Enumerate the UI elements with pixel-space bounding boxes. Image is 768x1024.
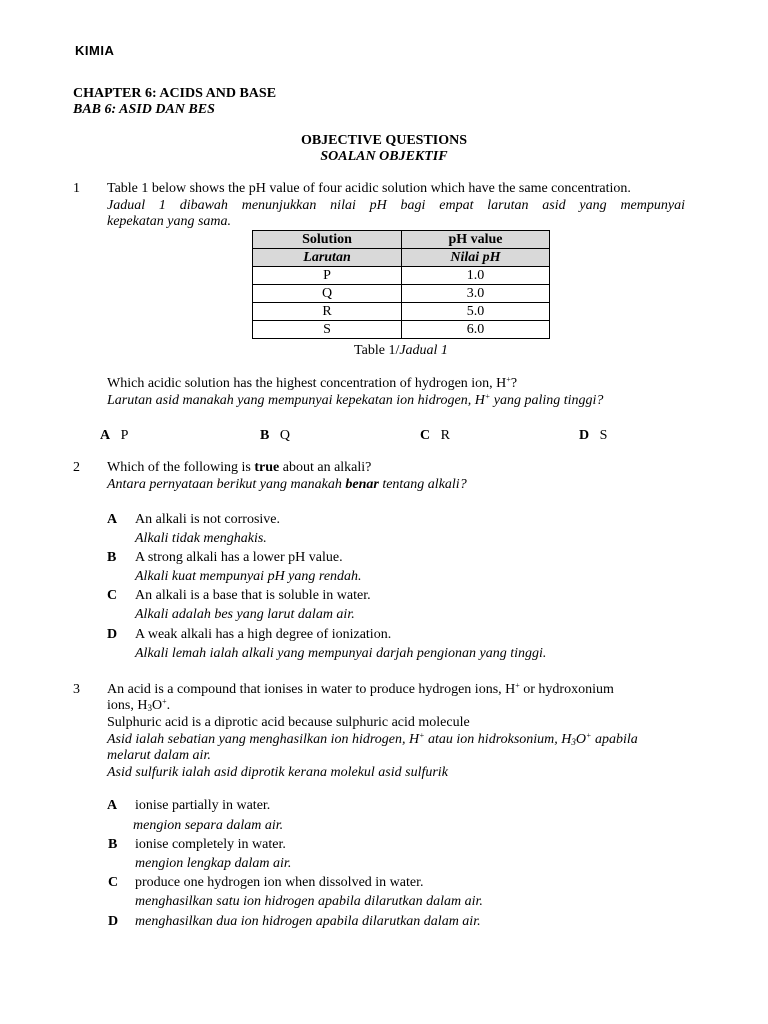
stem-part: apabila xyxy=(591,732,638,747)
option-text: R xyxy=(440,428,450,443)
question-text-ms xyxy=(107,392,603,409)
table-header-solution: Solution xyxy=(253,231,402,249)
superscript: + xyxy=(586,731,592,740)
option-letter: C xyxy=(108,875,119,890)
option-letter: D xyxy=(108,914,119,929)
stem-part: or hydroxonium xyxy=(519,682,614,697)
question-ms-part: Larutan asid manakah yang mempunyai kepekatan ion hidrogen, H xyxy=(107,393,485,408)
stem-part: tentang alkali? xyxy=(378,477,467,492)
option-text-ms: Alkali adalah bes yang larut dalam air. xyxy=(135,607,355,622)
question-stem-ms: Jadual 1 dibawah menunjukkan nilai pH bagi empat larutan asid yang mempunyai xyxy=(107,198,685,213)
question-number: 1 xyxy=(73,181,80,196)
table-cell: 6.0 xyxy=(402,321,550,339)
option-text: Q xyxy=(279,428,290,443)
caption-ms: Jadual 1 xyxy=(399,343,448,358)
option-d[interactable] xyxy=(579,427,607,444)
subject-header: KIMIA xyxy=(75,43,115,58)
option-letter: D xyxy=(579,428,590,443)
table-row xyxy=(253,303,550,321)
question-stem-line-ms: Asid sulfurik ialah asid diprotik kerana molekul asid sulfurik xyxy=(107,765,448,780)
option-letter: B xyxy=(107,550,117,565)
question-en-part: Which acidic solution has the highest concentration of hydrogen ion, H xyxy=(107,376,507,391)
option-text-en: An alkali is a base that is soluble in water. xyxy=(135,588,371,603)
question-en-part: ? xyxy=(510,376,518,391)
stem-part: Antara pernyataan berikut yang manakah xyxy=(107,477,346,492)
question-number: 2 xyxy=(73,460,80,475)
question-stem-ms xyxy=(107,476,467,493)
stem-emphasis: true xyxy=(254,460,280,475)
option-letter: A xyxy=(107,798,118,813)
table-cell: P xyxy=(253,267,402,285)
table-caption xyxy=(252,342,550,359)
superscript: + xyxy=(506,375,511,384)
stem-part: Which of the following is xyxy=(107,460,255,475)
table-row xyxy=(253,267,550,285)
option-text: S xyxy=(599,428,608,443)
question-stem-en: Table 1 below shows the pH value of four acidic solution which have the same concentration. xyxy=(107,181,631,196)
option-letter: A xyxy=(107,512,118,527)
question-stem-line xyxy=(107,681,614,698)
subscript: 3 xyxy=(147,703,152,713)
question-stem-line xyxy=(107,697,170,714)
table-cell: 1.0 xyxy=(402,267,550,285)
table-header-larutan: Larutan xyxy=(253,249,402,267)
question-stem-line-ms xyxy=(107,731,638,748)
question-number: 3 xyxy=(73,682,80,697)
option-text-en: ionise partially in water. xyxy=(135,798,271,813)
option-text-en: produce one hydrogen ion when dissolved in water. xyxy=(135,875,424,890)
question-stem-line-ms: melarut dalam air. xyxy=(107,748,211,763)
option-text-ms: Alkali lemah ialah alkali yang mempunyai darjah pengionan yang tinggi. xyxy=(135,646,547,661)
option-letter: C xyxy=(420,428,431,443)
option-text-ms: mengion lengkap dalam air. xyxy=(135,856,292,871)
question-stem-line: Sulphuric acid is a diprotic acid because sulphuric acid molecule xyxy=(107,715,470,730)
table-header-nilai: Nilai pH xyxy=(402,249,550,267)
table-cell: R xyxy=(253,303,402,321)
superscript: + xyxy=(484,392,491,401)
table-cell: Q xyxy=(253,285,402,303)
option-letter: C xyxy=(107,588,118,603)
stem-part: Asid ialah sebatian yang menghasilkan ion hidrogen, H xyxy=(107,732,420,747)
stem-part: atau ion hidroksonium, H xyxy=(424,732,572,747)
option-text-en: A weak alkali has a high degree of ionization. xyxy=(135,627,392,642)
stem-part: O xyxy=(151,698,163,713)
section-title-en: OBJECTIVE QUESTIONS xyxy=(300,133,468,148)
option-text-ms: Alkali kuat mempunyai pH yang rendah. xyxy=(135,569,362,584)
option-text-en: A strong alkali has a lower pH value. xyxy=(135,550,343,565)
superscript: + xyxy=(419,731,425,740)
stem-part: O xyxy=(575,732,587,747)
stem-part: An acid is a compound that ionises in water to produce hydrogen ions, H xyxy=(107,682,516,697)
option-text: P xyxy=(120,428,129,443)
option-c[interactable] xyxy=(420,427,450,444)
option-letter: B xyxy=(108,837,118,852)
table-cell: S xyxy=(253,321,402,339)
option-letter: B xyxy=(260,428,270,443)
option-text-ms: menghasilkan dua ion hidrogen apabila dilarutkan dalam air. xyxy=(135,914,481,929)
chapter-title-en: CHAPTER 6: ACIDS AND BASE xyxy=(73,86,277,101)
question-text-en xyxy=(107,375,517,392)
option-text-en: ionise completely in water. xyxy=(135,837,286,852)
option-b[interactable] xyxy=(260,427,290,444)
question-stem-en xyxy=(107,459,371,476)
ph-table xyxy=(252,230,550,339)
stem-part: ions, H xyxy=(107,698,148,713)
option-letter: A xyxy=(100,428,111,443)
table-cell: 5.0 xyxy=(402,303,550,321)
table-header-ph: pH value xyxy=(402,231,550,249)
table-row xyxy=(253,321,550,339)
caption-en: Table 1/ xyxy=(354,343,400,358)
option-text-ms: menghasilkan satu ion hidrogen apabila dilarutkan dalam air. xyxy=(135,894,483,909)
table-cell: 3.0 xyxy=(402,285,550,303)
table-row xyxy=(253,285,550,303)
option-letter: D xyxy=(107,627,118,642)
option-text-ms: Alkali tidak menghakis. xyxy=(135,531,267,546)
stem-part: about an alkali? xyxy=(279,460,372,475)
stem-emphasis: benar xyxy=(345,477,379,492)
question-stem-ms-cont: kepekatan yang sama. xyxy=(107,214,232,229)
superscript: + xyxy=(162,697,167,706)
option-a[interactable] xyxy=(100,427,128,444)
subscript: 3 xyxy=(571,737,576,747)
chapter-title-ms: BAB 6: ASID DAN BES xyxy=(73,102,215,117)
superscript: + xyxy=(515,681,520,690)
stem-part: . xyxy=(166,698,171,713)
option-text-ms: mengion separa dalam air. xyxy=(133,818,284,833)
section-title-ms: SOALAN OBJEKTIF xyxy=(320,149,448,164)
option-text-en: An alkali is not corrosive. xyxy=(135,512,281,527)
question-ms-part: yang paling tinggi? xyxy=(490,393,604,408)
